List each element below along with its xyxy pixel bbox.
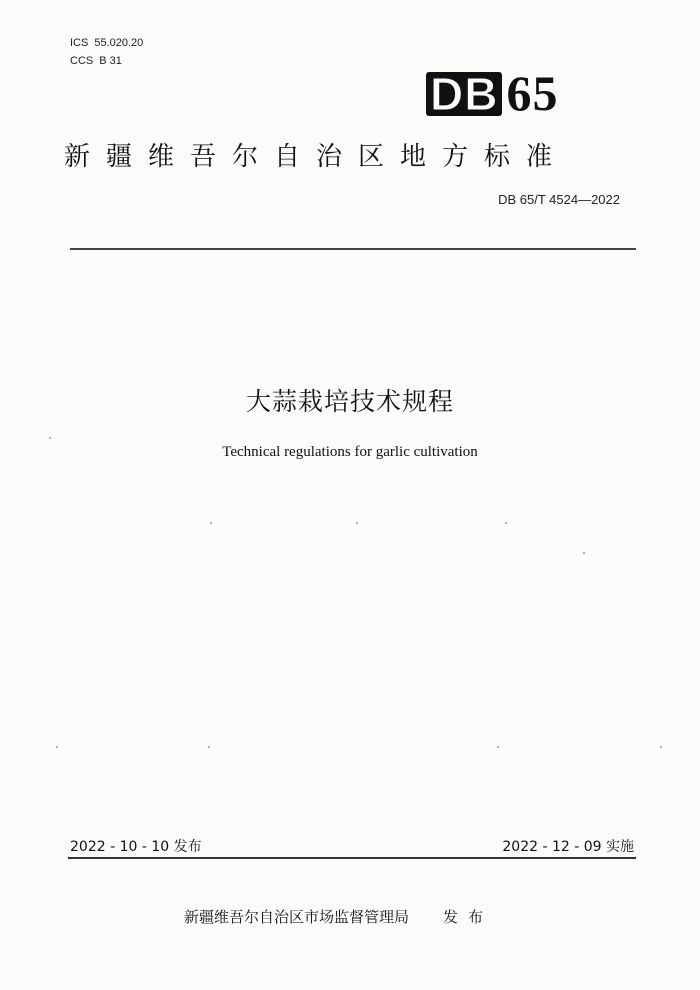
title-chinese: 大蒜栽培技术规程: [245, 387, 454, 416]
classification-codes: [70, 34, 143, 70]
ics-value: 55.020.20: [94, 37, 144, 49]
issuer-name: 新疆维吾尔自治区市场监督管理局: [184, 908, 410, 926]
issuer-action: 发布: [443, 908, 494, 926]
scan-speck: [208, 746, 210, 748]
implement-date: 2022 - 12 - 09 实施: [502, 839, 634, 855]
scan-speck: [660, 746, 662, 748]
db-logo-number: 65: [506, 65, 559, 121]
title-english: Technical regulations for garlic cultivation: [222, 444, 478, 460]
scan-speck: [505, 522, 507, 524]
bottom-divider: [68, 857, 636, 859]
scan-speck: [49, 437, 51, 439]
standard-type: 新疆维吾尔自治区地方标准: [64, 142, 569, 172]
scan-speck: [583, 552, 585, 554]
ccs-value: B 31: [99, 55, 122, 67]
issuer-line: [184, 906, 493, 927]
ics-label: ICS: [70, 37, 89, 49]
db-logo-prefix: DB: [426, 72, 502, 116]
scan-speck: [497, 746, 499, 748]
top-divider: [70, 248, 636, 250]
db-logo: [426, 64, 558, 122]
ccs-code: [70, 52, 143, 70]
standard-number: DB 65/T 4524—2022: [498, 192, 620, 207]
scan-speck: [210, 522, 212, 524]
ccs-label: CCS: [70, 55, 94, 67]
scan-speck: [356, 522, 358, 524]
ics-code: [70, 34, 143, 52]
scan-speck: [56, 746, 58, 748]
publish-date: 2022 - 10 - 10 发布: [70, 839, 202, 855]
